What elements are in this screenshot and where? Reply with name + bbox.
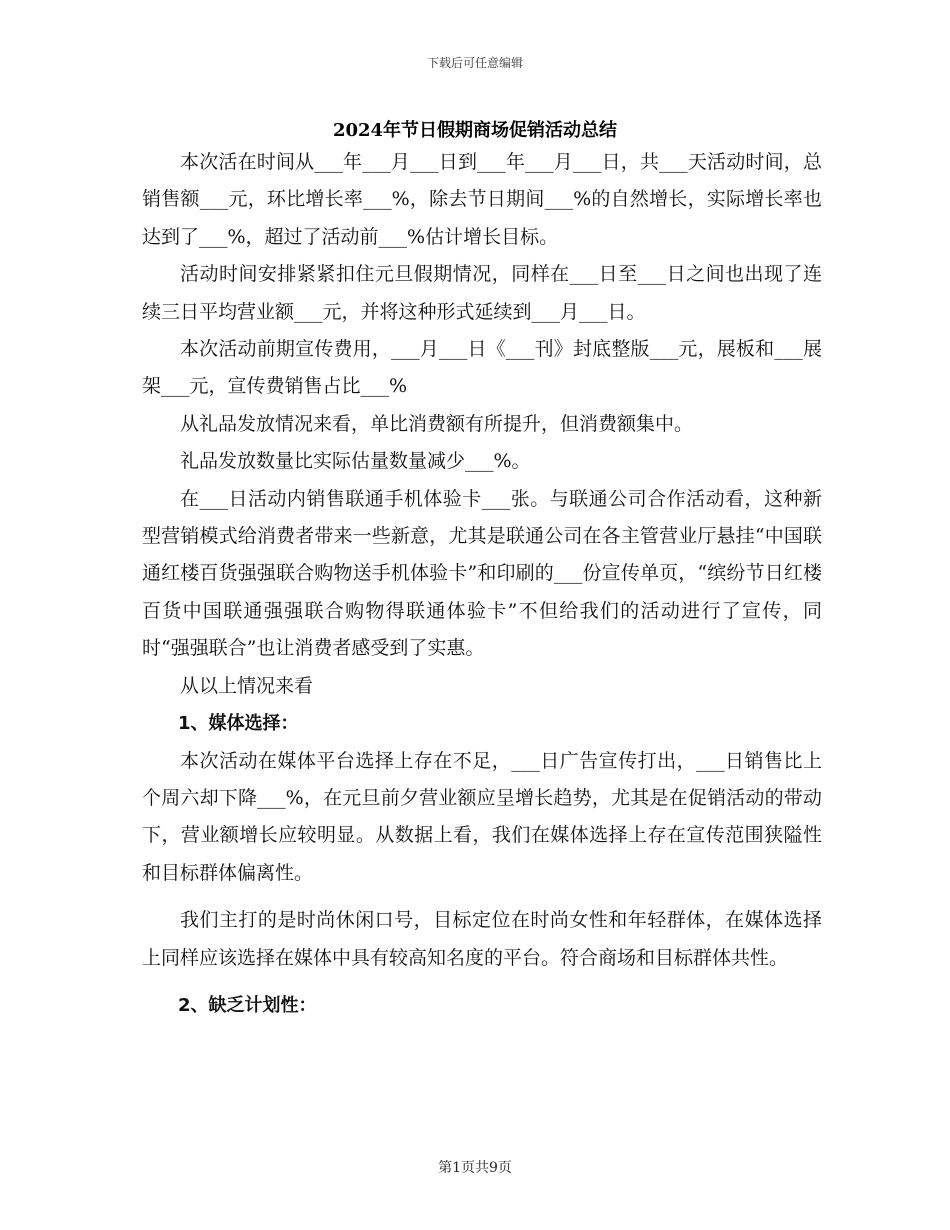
paragraph-promotion-cost: 本次活动前期宣传费用，___月___日《___刊》封底整版___元，展板和___展架___元，宣传费销售占比___% <box>142 338 822 398</box>
paragraph-activity-schedule: 活动时间安排紧紧扣住元旦假期情况，同样在___日至___日之间也出现了连续三日平均营业额___元，并将这种形式延续到___月___日。 <box>142 263 822 323</box>
header-note: 下载后可任意编辑 <box>426 56 523 70</box>
section-heading-planning: 2、缺乏计划性： <box>178 994 317 1016</box>
paragraph-unicom-cooperation: 在___日活动内销售联通手机体验卡___张。与联通公司合作活动看，这种新型营销模式给消费者带来一些新意，尤其是联通公司在各主管营业厅悬挂“中国联通红楼百货强强联合购物送手机体验卡”和印刷的___份宣传单页，“缤纷节日红楼百货中国联通强强联合购物得联通体验卡”不但给我们的活动进行了宣传，同时“强强联合”也让消费者感受到了实惠。 <box>142 487 822 660</box>
section-heading-media: 1、媒体选择： <box>178 713 299 735</box>
document-body <box>142 144 822 1024</box>
document-title: 2024年节日假期商场促销活动总结 <box>332 120 618 141</box>
page-footer: 第1页共9页 <box>438 1160 512 1176</box>
paragraph-gift-quantity: 礼品发放数量比实际估量数量减少___%。 <box>180 450 531 473</box>
paragraph-target-audience: 我们主打的是时尚休闲口号，目标定位在时尚女性和年轻群体，在媒体选择上同样应该选择在媒体中具有较高知名度的平台。符合商场和目标群体共性。 <box>142 909 822 969</box>
paragraph-gift-distribution: 从礼品发放情况来看，单比消费额有所提升，但消费额集中。 <box>180 412 694 435</box>
paragraph-activity-summary: 本次活在时间从___年___月___日到___年___月___日，共___天活动时间，总销售额___元，环比增长率___%，除去节日期间___%的自然增长，实际增长率也达到了___%，超过了活动前___%估计增长目标。 <box>142 151 822 248</box>
paragraph-media-shortfall: 本次活动在媒体平台选择上存在不足，___日广告宣传打出，___日销售比上个周六却下降___%，在元旦前夕营业额应呈增长趋势，尤其是在促销活动的带动下，营业额增长应较明显。从数据上看，我们在媒体选择上存在宣传范围狭隘性和目标群体偏离性。 <box>142 749 822 884</box>
paragraph-conclusion-intro: 从以上情况来看 <box>180 674 314 697</box>
